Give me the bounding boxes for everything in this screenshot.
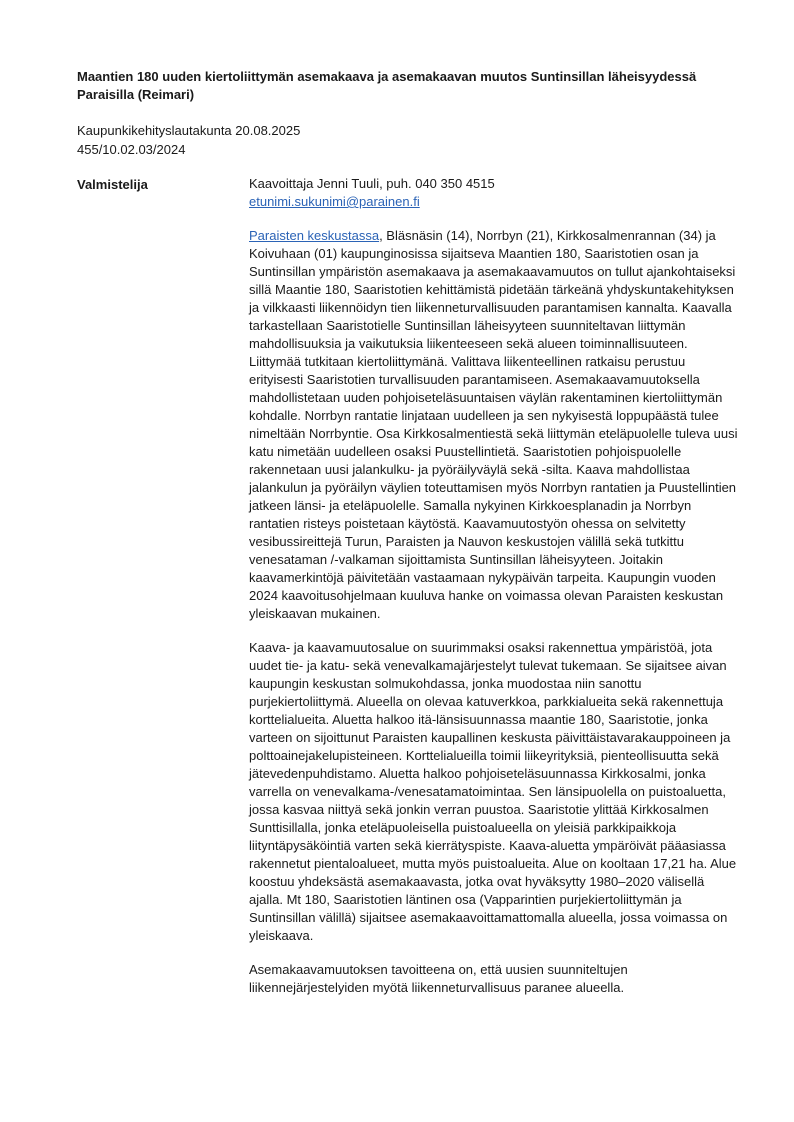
paragraph-1-text: , Bläsnäsin (14), Norrbyn (21), Kirkkosalmenrannan (34) ja Koivuhaan (01) kaupunginosissa sijaitseva Maantien 180, Saaristotien osan ja Suntinsillan ympäristön asemakaava ja asemakaavamuutos on tullut ajankohtaiseksi sillä Maantie 180, Saaristotien kehittämistä pidetään tärkeänä yhdyskuntakehityksen ja vilkkaasti liikennöidyn tien liikenneturvallisuuden parantamisen kannalta. Kaavalla tarkastellaan Saaristotielle Suntinsillan läheisyyteen suunniteltavan liittymän mahdollisuuksia ja vaikutuksia liikenteeseen sekä alueen toiminnallisuuteen. Liittymää tutkitaan kiertoliittymänä. Valittava liikenteellinen ratkaisu perustuu erityisesti Saaristotien turvallisuuden parantamiseen. Asemakaavamuutoksella mahdollistetaan uuden pohjoiseteläsuuntaisen väylän rakentaminen kiertoliittymän kohdalle. Norrbyn rantatie linjataan uudelleen ja sen nykyisestä loppupäästä tulee nimeltään Norrbyntie. Osa Kirkkosalmentiestä sekä liittymän eteläpuolelle tuleva uusi katu nimetään uudelleen osaksi Puustellintietä. Saaristotien pohjoispuolelle rakennetaan uusi jalankulku- ja pyöräilyväylä sekä -silta. Kaava mahdollistaa jalankulun ja pyöräilyn väylien toteuttamisen myös Norrbyn rantatien ja Puustellintien jatkeen länsi- ja eteläpuolelle. Samalla nykyinen Kirkkoesplanadin ja Norrbyn rantatien risteys poistetaan käytöstä. Kaavamuutostyön ohessa on selvitetty vesibussireittejä Turun, Paraisten ja Nauvon keskustojen välillä sekä tutkittu venesataman /-valkaman sijoittamista Suntinsillan läheisyyteen. Joitakin kaavamerkintöjä päivitetään vastaamaan nykypäivän tarpeita. Kaupungin vuoden 2024 kaavoitusohjelmaan kuuluva hanke on voimassa olevan Paraisten keskustan yleiskaavan mukainen. bbox=[249, 228, 738, 621]
paragraph-2: Kaava- ja kaavamuutosalue on suurimmaksi osaksi rakennettua ympäristöä, jota uudet tie- ja katu- sekä venevalkamajärjestelyt tulevat tukemaan. Se sijaitsee aivan kaupungin keskustan solmukohdassa, jonka muodostaa niin sanottu purjekiertoliittymä. Alueella on olevaa katuverkkoa, parkkialueita sekä rakennettuja korttelialueita. Aluetta halkoo itä-länsisuunnassa maantie 180, Saaristotie, jonka varteen on sijoittunut Paraisten kaupallinen keskusta päivittäistavarakauppoineen ja polttoainejakelupisteineen. Korttelialueilla toimii liikeyrityksiä, pienteollisuutta sekä jätevedenpuhdistamo. Aluetta halkoo pohjoiseteläsuunnassa Kirkkosalmi, jonka varrella on venevalkama-/venesatamatoimintaa. Sen länsipuolella on puistoaluetta, jossa kasvaa niittyä sekä jonkin verran puustoa. Saaristotie ylittää Kirkkosalmen Sunttisillalla, jonka eteläpuoleisella puistoalueella on yleisiä parkkipaikkoja liityntäpysäköintiä varten sekä kierrätyspiste. Kaava-aluetta ympäröivät pääasiassa rakennetut pientaloalueet, mutta myös puistoalueita. Alue on kooltaan 17,21 ha. Alue koostuu yhdeksästä asemakaavasta, jotka ovat hyväksytty 1980–2020 välisellä ajalla. Mt 180, Saaristotien läntinen osa (Vapparintien purjekiertoliittymän ja Suntinsillan välillä) sijaitsee asemakaavoittamattomalla alueella, jossa voimassa on yleiskaava. bbox=[249, 640, 737, 943]
body-column bbox=[249, 175, 741, 997]
document-meta bbox=[77, 121, 300, 159]
preparer-name: Kaavoittaja Jenni Tuuli, puh. 040 350 4515 bbox=[249, 176, 495, 191]
board-line: Kaupunkikehityslautakunta 20.08.2025 bbox=[77, 123, 301, 138]
paragraph-1 bbox=[249, 227, 741, 623]
document-title: Maantien 180 uuden kiertoliittymän asemakaava ja asemakaavan muutos Suntinsillan läheisyydessä Paraisilla (Reimari) bbox=[77, 69, 697, 102]
paragraph-3: Asemakaavamuutoksen tavoitteena on, että uusien suunniteltujen liikennejärjestelyiden myötä liikenneturvallisuus paranee alueella. bbox=[249, 962, 628, 995]
case-number: 455/10.02.03/2024 bbox=[77, 142, 186, 157]
preparer-label: Valmistelija bbox=[77, 177, 148, 192]
contact-block bbox=[249, 175, 741, 211]
email-link[interactable]: etunimi.sukunimi@parainen.fi bbox=[249, 194, 420, 209]
keskusta-link[interactable]: Paraisten keskustassa bbox=[249, 228, 380, 243]
